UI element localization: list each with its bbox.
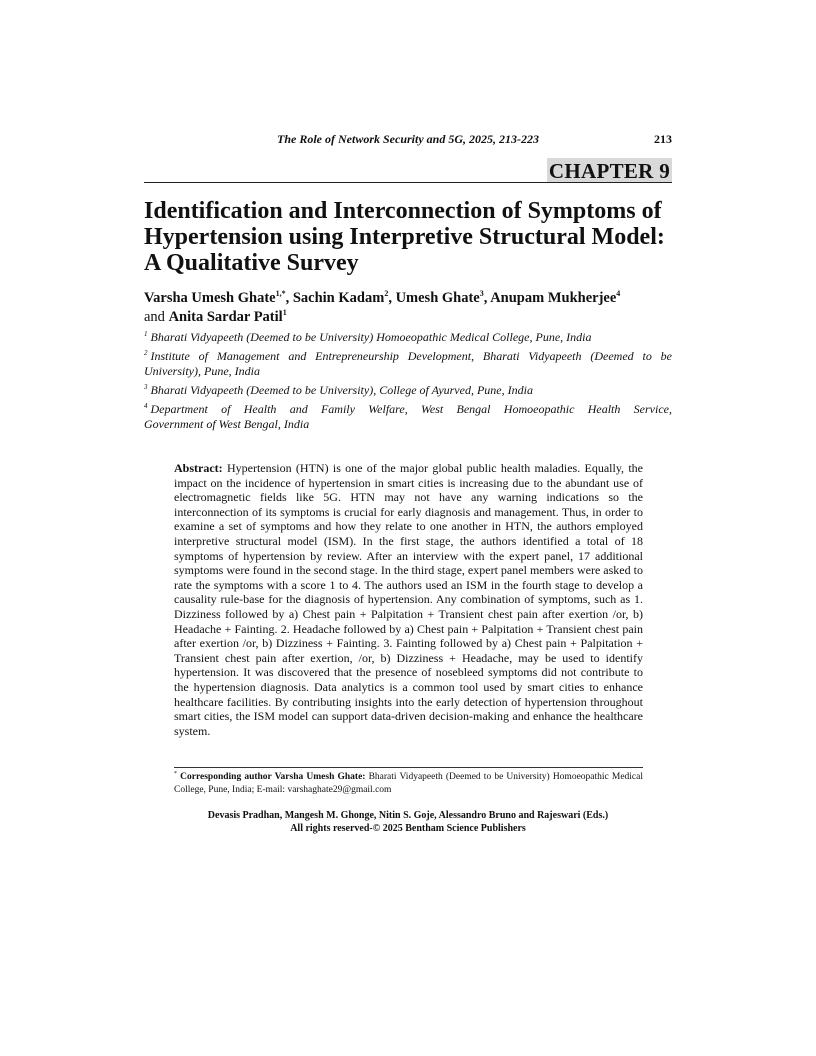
author-name: Anita Sardar Patil [168, 309, 283, 325]
affiliation-text: Bharati Vidyapeeth (Deemed to be University) Homoeopathic Medical College, Pune, India [150, 330, 592, 344]
author-affil-mark: 1 [282, 308, 287, 317]
author-name: Varsha Umesh Ghate [144, 290, 276, 306]
footnote-rule [174, 767, 643, 768]
footnote-mark: * [174, 771, 177, 777]
header-rule [144, 182, 672, 183]
editors-line: Devasis Pradhan, Mangesh M. Ghonge, Nitin S. Goje, Alessandro Bruno and Rajeswari (Eds.) [207, 810, 609, 821]
author-name: Umesh Ghate [395, 290, 480, 306]
affiliation-text: Institute of Management and Entrepreneurship Development, Bharati Vidyapeeth (Deemed to be University), Pune, India [144, 349, 672, 378]
affiliation-number: 2 [144, 349, 148, 357]
chapter-title: Identification and Interconnection of Symptoms of Hypertension using Interpretive Structural Model: A Qualitative Survey [144, 198, 665, 276]
corresponding-author-footnote [174, 771, 643, 796]
affiliation-3 [144, 383, 672, 398]
affiliation-4 [144, 402, 672, 432]
affiliation-text-line1: Department of Health and Family Welfare, West Bengal Homoeopathic Health Service, [150, 402, 672, 416]
editors-copyright [144, 810, 672, 835]
affiliation-1 [144, 330, 672, 345]
affiliation-number: 1 [144, 330, 148, 338]
chapter-label: CHAPTER 9 [548, 159, 670, 183]
abstract [174, 461, 643, 738]
author-sep: , [285, 290, 293, 306]
affiliation-number: 3 [144, 383, 148, 391]
journal-citation: The Role of Network Security and 5G, 2025, 213-223 [277, 132, 539, 146]
author-sep: , [483, 290, 491, 306]
abstract-text: Hypertension (HTN) is one of the major global public health maladies. Equally, the impact on the incidence of hypertension in smart cities is increasing due to the abundant use of electromagnetic fields like 5G. HTN may not have any warning indications so the interconnection of its symptoms is crucial for early diagnosis and management. Thus, in order to examine a set of symptoms and how they relate to one another in HTN, the authors employed interpretive structural model (ISM). In the first stage, the authors identified a total of 18 symptoms of hypertension by review. After an interview with the expert panel, 17 additional symptoms were found in the second stage. In the third stage, expert panel members were asked to rate the symptoms with a score 1 to 4. The authors used an ISM in the fourth stage to develop a causality rule-base for the diagnosis of hypertension. Any combination of symptoms, such as 1. Dizziness followed by a) Chest pain + Palpitation + Transient chest pain after exertion /or, b) Headache + Fainting. 2. Headache followed by a) Chest pain + Palpitation + Transient chest pain after exertion /or, b) Dizziness + Fainting. 3. Fainting followed by a) Chest pain + Palpitation + Transient chest pain after exertion, /or, b) Dizziness + Headache, may be used to identify hypertension. It was discovered that the presence of nosebleed symptoms did not contribute to the hypertension diagnosis. Data analytics is a common tool used by smart cities to enhance healthcare facilities. By contributing insights into the early detection of hypertension throughout smart cities, the ISM model can support data-driven decision-making and enhance the healthcare system. [174, 461, 644, 738]
author-affil-mark: 4 [616, 289, 621, 298]
author-affil-mark: 3 [479, 289, 484, 298]
affiliation-text: Bharati Vidyapeeth (Deemed to be University), College of Ayurved, Pune, India [150, 383, 533, 397]
affiliation-number: 4 [144, 402, 148, 410]
author-list [144, 289, 674, 327]
footnote-text: Bharati Vidyapeeth (Deemed to be University) Homoeopathic Medical College, Pune, India; E-mail: varshaghate29@gmail.com [174, 772, 644, 795]
affiliation-2 [144, 349, 672, 379]
author-affil-mark: 1,* [275, 289, 286, 298]
affiliation-list [144, 330, 672, 436]
abstract-label: Abstract: [174, 461, 223, 475]
author-name: Anupam Mukherjee [490, 290, 617, 306]
running-header [144, 132, 672, 150]
author-name: Sachin Kadam [292, 290, 385, 306]
author-affil-mark: 2 [384, 289, 389, 298]
author-pre: and [144, 309, 169, 325]
copyright-line: All rights reserved-© 2025 Bentham Science Publishers [290, 822, 526, 834]
affiliation-text-line2: Government of West Bengal, India [144, 417, 310, 431]
author-sep: , [388, 290, 396, 306]
footnote-label: Corresponding author Varsha Umesh Ghate: [180, 772, 366, 782]
page-number: 213 [654, 132, 672, 146]
